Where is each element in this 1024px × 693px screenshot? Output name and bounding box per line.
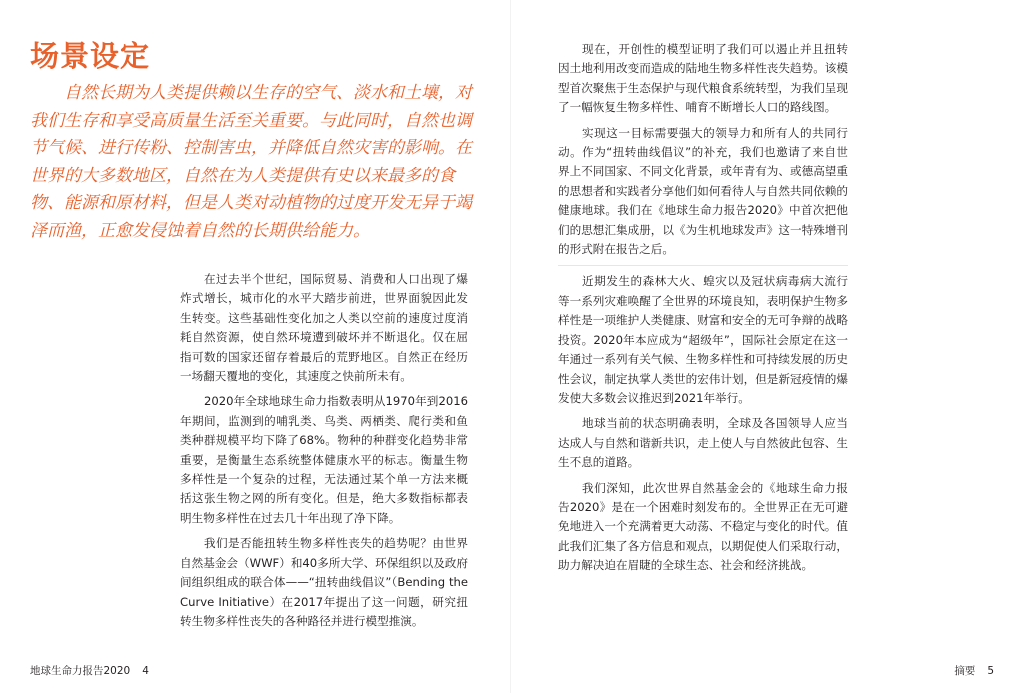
body-paragraph: 现在，开创性的模型证明了我们可以遏止并且扭转因土地利用改变而造成的陆地生物多样性丧失趋势。该模型首次聚焦于生态保护与现代粮食系统转型，为我们呈现了一幅恢复生物多样性、哺育不断增长人口的路线图。 (558, 42, 848, 115)
footer-left (30, 664, 149, 678)
footer-report-title: 地球生命力报告2020 (30, 665, 131, 677)
footer-section-title: 摘要 (954, 665, 976, 677)
body-paragraph: 2020年全球地球生命力指数表明从1970年到2016年期间，监测到的哺乳类、鸟类、两栖类、爬行类和鱼类种群规模平均下降了68%。物种的种群变化趋势非常重要，是衡量生态系统整体健康水平的标志。衡量生物多样性是一个复杂的过程，无法通过某个单一方法来概括这张生物之网的所有变化。但是，绝大多数指标都表明生物多样性在过去几十年出现了净下降。 (180, 394, 468, 525)
body-paragraph: 我们深知，此次世界自然基金会的《地球生命力报告2020》是在一个困难时刻发布的。全世界正在无可避免地进入一个充满着更大动荡、不稳定与变化的时代。值此我们汇集了各方信息和观点，以期促使人们采取行动，助力解决迫在眉睫的全球生态、社会和经济挑战。 (558, 480, 848, 573)
body-paragraph: 地球当前的状态明确表明，全球及各国领导人应当达成人与自然和谐新共识，走上使人与自然彼此包容、生生不息的道路。 (558, 416, 848, 470)
page-number: 5 (987, 665, 994, 677)
page-title: 场景设定 (30, 39, 151, 73)
body-paragraph: 近期发生的森林大火、蝗灾以及冠状病毒病大流行等一系列灾难唤醒了全世界的环境良知，表明保护生物多样性是一项维护人类健康、财富和安全的无可争辩的战略投资。2020年本应成为“超级年”，国际社会原定在这一年通过一系列有关气候、生物多样性和可持续发展的历史性会议，制定执掌人类世的宏伟计划，但是新冠疫情的爆发使大多数会议推迟到2021年举行。 (558, 274, 848, 405)
page-divider (510, 0, 511, 693)
intro-paragraph: 自然长期为人类提供赖以生存的空气、淡水和土壤，对我们生存和享受高质量生活至关重要。与此同时，自然也调节气候、进行传粉、控制害虫，并降低自然灾害的影响。在世界的大多数地区，自然在为人类提供有史以来最多的食物、能源和原材料，但是人类对动植物的过度开发无异于竭泽而渔，正愈发侵蚀着自然的长期供给能力。 (30, 83, 472, 241)
section-divider (558, 265, 848, 266)
left-column (180, 270, 468, 637)
page-number: 4 (142, 665, 149, 677)
body-paragraph: 我们是否能扭转生物多样性丧失的趋势呢？由世界自然基金会（WWF）和40多所大学、环保组织以及政府间组织组成的联合体——“扭转曲线倡议”（Bending the Curve Initiative）在2017年提出了这一问题，研究扭转生物多样性丧失的各种路径并进行模型推演。 (180, 536, 468, 628)
footer-right (954, 664, 994, 678)
right-column (558, 40, 848, 582)
body-paragraph: 在过去半个世纪，国际贸易、消费和人口出现了爆炸式增长，城市化的水平大踏步前进，世界面貌因此发生转变。这些基础性变化加之人类以空前的速度过度消耗自然资源，使自然环境遭到破坏并不断退化。仅在屈指可数的国家还留存着最后的荒野地区。自然正在经历一场翻天覆地的变化，其速度之快前所未有。 (180, 272, 468, 384)
body-paragraph: 实现这一目标需要强大的领导力和所有人的共同行动。作为“扭转曲线倡议”的补充，我们也邀请了来自世界上不同国家、不同文化背景，或年青有为、或德高望重的思想者和实践者分享他们如何看待人与自然共同依赖的健康地球。我们在《地球生命力报告2020》中首次把他们的思想汇集成册，以《为生机地球发声》这一特殊增刊的形式附在报告之后。 (558, 125, 848, 257)
